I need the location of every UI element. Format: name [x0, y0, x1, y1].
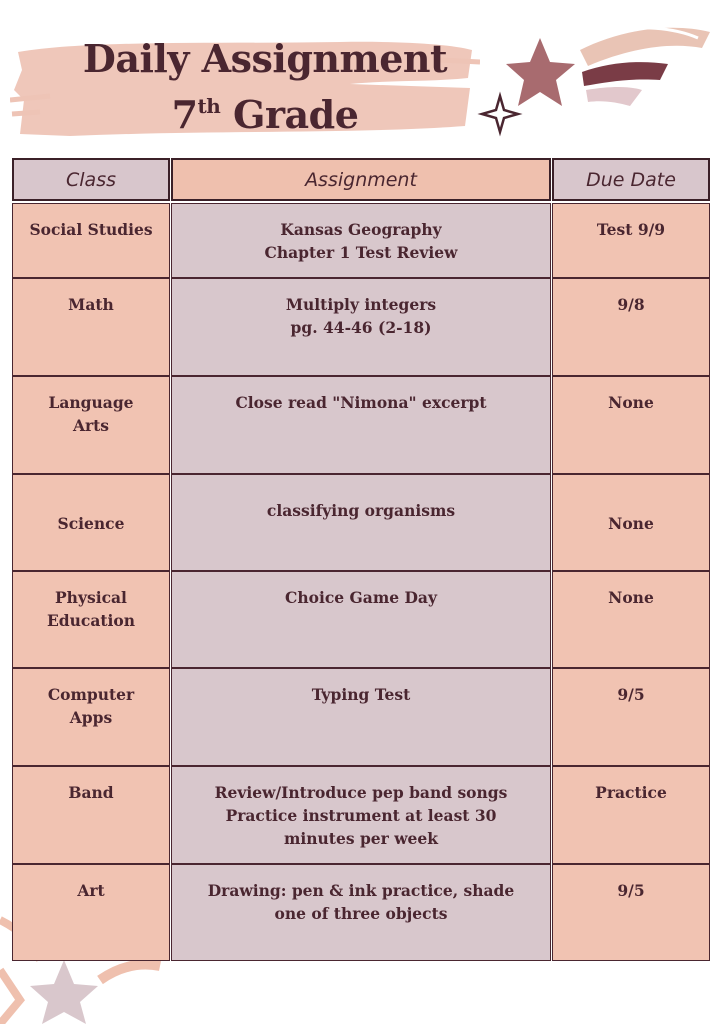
table-cell-due: Practice — [552, 766, 710, 864]
table-cell-assignment: Review/Introduce pep band songs Practice instrument at least 30 minutes per week — [171, 766, 551, 864]
header-due-date: Due Date — [552, 158, 710, 201]
table-cell-due: None — [552, 571, 710, 668]
header-assignment: Assignment — [171, 158, 551, 201]
table-cell-class: Art — [12, 864, 170, 961]
table-cell-assignment: Drawing: pen & ink practice, shade one of three objects — [171, 864, 551, 961]
table-cell-class: Computer Apps — [12, 668, 170, 766]
table-cell-class: Language Arts — [12, 376, 170, 474]
table-cell-class: Social Studies — [12, 203, 170, 278]
page-title: Daily Assignment — [82, 36, 448, 81]
table-cell-class: Band — [12, 766, 170, 864]
table-cell-due: 9/5 — [552, 668, 710, 766]
page-subtitle: 7th Grade — [171, 92, 359, 137]
table-cell-due: None — [552, 474, 710, 571]
table-cell-due: 9/5 — [552, 864, 710, 961]
table-cell-assignment: Choice Game Day — [171, 571, 551, 668]
table-cell-assignment: Multiply integers pg. 44-46 (2-18) — [171, 278, 551, 376]
table-cell-assignment: classifying organisms — [171, 474, 551, 571]
table-cell-due: None — [552, 376, 710, 474]
table-cell-due: Test 9/9 — [552, 203, 710, 278]
table-cell-due: 9/8 — [552, 278, 710, 376]
table-cell-class: Physical Education — [12, 571, 170, 668]
table-cell-class: Science — [12, 474, 170, 571]
table-cell-class: Math — [12, 278, 170, 376]
table-cell-assignment: Typing Test — [171, 668, 551, 766]
header-class: Class — [12, 158, 170, 201]
table-cell-assignment: Kansas Geography Chapter 1 Test Review — [171, 203, 551, 278]
shooting-star-icon — [470, 10, 720, 140]
table-cell-assignment: Close read "Nimona" excerpt — [171, 376, 551, 474]
